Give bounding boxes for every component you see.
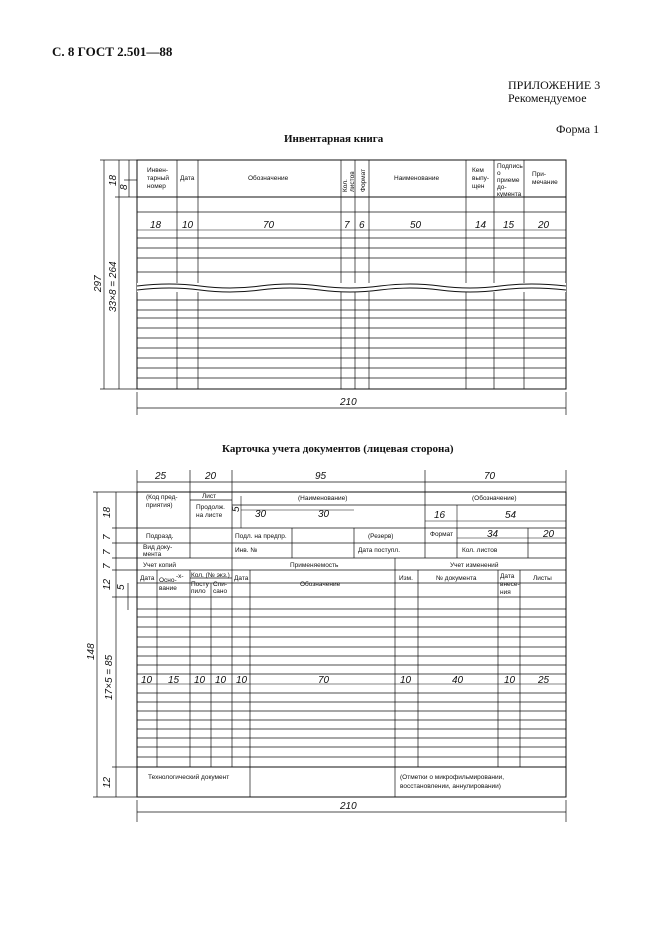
svg-text:148: 148 [86,643,97,660]
svg-text:7: 7 [102,563,113,569]
f1-bottom-dim [137,392,566,415]
svg-text:70: 70 [484,471,496,482]
f2-x-mark: -x- [176,573,184,580]
f2-copy-accounting: Учет копий [143,562,177,569]
svg-text:34: 34 [487,529,499,540]
f2-change: Изм. [399,575,413,582]
svg-text:7: 7 [102,549,113,555]
status-label: Рекомендуемое [508,91,587,105]
svg-text:15: 15 [503,220,515,231]
svg-text:20: 20 [205,471,217,482]
svg-text:40: 40 [452,675,464,686]
svg-text:30: 30 [318,509,330,520]
svg-text:10: 10 [236,675,248,686]
f2-doc-type: Вид доку- мента [143,544,173,558]
f2-applicability: Применяемость [290,562,339,569]
f2-format: Формат [430,531,454,538]
svg-text:12: 12 [102,578,113,590]
svg-text:10: 10 [504,675,516,686]
f1-col-name: Наименование [394,175,440,182]
f2-doc-no: № документа [436,575,477,582]
svg-text:20: 20 [538,220,550,231]
form1-title: Инвентарная книга [284,133,384,145]
svg-text:5: 5 [116,584,127,590]
svg-text:50: 50 [410,220,422,231]
svg-text:6: 6 [359,220,365,231]
f2-sheet-count: Кол. листов [462,547,498,554]
svg-text:25: 25 [155,471,167,482]
svg-text:12: 12 [102,776,113,788]
svg-text:297: 297 [93,275,104,292]
svg-text:10: 10 [182,220,194,231]
f1-left-dims [93,160,137,389]
svg-text:95: 95 [315,471,327,482]
f2-inv-no: Инв. № [235,547,258,554]
f2-top-dims [137,470,566,492]
f2-basis: Осно- вание [159,577,177,592]
f1-col-note: При- мечание [532,171,558,186]
f2-date: Дата [140,575,155,582]
svg-text:18: 18 [150,220,162,231]
f2-notes: (Отметки о микрофильмировании, восстановлении, аннулировании) [400,774,505,790]
form2-title: Карточка учета документов (лицевая сторона) [222,443,454,455]
f2-name: (Наименование) [298,495,348,502]
svg-text:8: 8 [119,184,130,190]
svg-text:33×8 = 264: 33×8 = 264 [108,261,119,312]
page-label: С. 8 ГОСТ 2.501—88 [52,44,173,59]
svg-text:7: 7 [102,534,113,540]
f2-copies-count: Кол. (№ экз.) [191,572,230,579]
svg-text:25: 25 [538,675,550,686]
svg-text:10: 10 [400,675,412,686]
svg-text:10: 10 [141,675,153,686]
f2-bottom-dim [137,800,566,822]
f2-code-org: (Код пред- приятия) [146,494,178,509]
f1-col-date: Дата [180,175,195,182]
svg-text:7: 7 [344,220,350,231]
f1-col-issued: Кем выпу- щен [472,167,490,190]
f2-continuation: Продолж. на листе [196,504,225,519]
svg-text:20: 20 [543,529,555,540]
f2-sheet: Лист [202,493,217,500]
svg-text:54: 54 [505,510,517,521]
f2-date-received: Дата поступл. [358,547,401,554]
svg-text:16: 16 [434,510,446,521]
svg-text:5: 5 [231,506,242,512]
f2-sign: Подл. на предпр. [235,533,287,540]
f2-date-entry: Дата внесе- ния [500,573,520,596]
f1-width-dims [137,220,566,231]
f1-col-format: Формат [360,168,367,192]
f2-designation: (Обозначение) [472,495,517,502]
svg-text:15: 15 [168,675,180,686]
svg-text:14: 14 [475,220,487,231]
f2-subdivision: Подразд. [146,533,174,540]
f2-reserve: (Резерв) [368,533,394,540]
f2-designation2: Обозначение [300,581,341,588]
svg-text:18: 18 [108,174,119,186]
f1-col-sheets: Кол. листов [342,171,356,192]
svg-text:30: 30 [255,509,267,520]
f2-received: Посту пило [191,581,209,595]
appendix-label: ПРИЛОЖЕНИЕ 3 [508,78,601,92]
f2-row-widths [141,675,550,686]
svg-text:70: 70 [318,675,330,686]
f2-left-dims [86,492,137,797]
svg-text:10: 10 [194,675,206,686]
svg-text:17×5 = 85: 17×5 = 85 [104,654,115,700]
svg-text:210: 210 [340,801,357,812]
f1-col-inv: Инвен- тарный номер [147,167,170,190]
svg-text:70: 70 [263,220,275,231]
form1-table [93,160,566,415]
form-label: Форма 1 [556,122,600,136]
svg-text:210: 210 [340,397,357,408]
svg-text:18: 18 [102,506,113,518]
svg-text:10: 10 [215,675,227,686]
f2-written-off: Спи- сано [213,581,228,595]
f2-date2: Дата [234,575,249,582]
f2-tech-doc: Технологический документ [148,774,230,781]
f2-change-accounting: Учет изменений [450,562,499,569]
f1-col-signature: Подпись о приеме до- кумента [497,163,523,198]
form2-table [86,470,566,822]
f2-sheets: Листы [533,575,552,582]
f1-col-designation: Обозначение [248,175,289,182]
